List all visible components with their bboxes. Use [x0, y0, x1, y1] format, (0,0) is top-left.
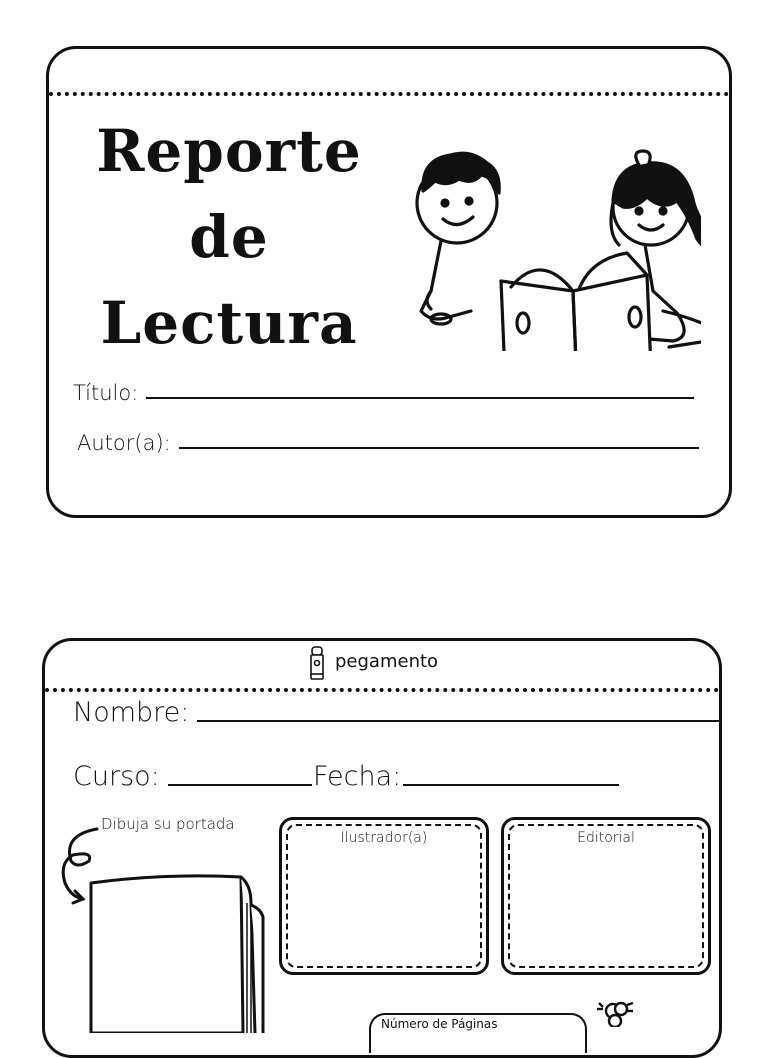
- page-count-label: Número de Páginas: [381, 1017, 498, 1031]
- title-field-label: Título:: [73, 381, 139, 405]
- draw-cover-label: Dibuja su portada: [101, 815, 235, 833]
- cover-title-line-2: de: [189, 203, 269, 271]
- publisher-box[interactable]: [501, 817, 711, 975]
- title-field-line[interactable]: [146, 397, 694, 399]
- fold-dotted-line: [45, 688, 719, 692]
- page-count-field[interactable]: [369, 1013, 587, 1053]
- glue-label: pegamento: [335, 651, 439, 672]
- illustrator-box[interactable]: [279, 817, 489, 975]
- cover-card: [46, 46, 732, 518]
- fold-dotted-line: [49, 92, 729, 96]
- kids-reading-illustration: [401, 141, 701, 351]
- cover-title-line-3: Lectura: [100, 289, 358, 357]
- date-field-label: Fecha:: [313, 761, 402, 792]
- report-form-card: [42, 638, 722, 1058]
- bee-doodle-icon: [593, 997, 639, 1027]
- title-field[interactable]: [73, 381, 694, 405]
- date-field-line[interactable]: [403, 784, 619, 786]
- course-field-line[interactable]: [168, 784, 312, 786]
- name-field-line[interactable]: [197, 720, 721, 722]
- course-field-label: Curso:: [73, 761, 160, 792]
- author-field[interactable]: [77, 431, 699, 455]
- name-field[interactable]: [73, 697, 721, 728]
- author-field-line[interactable]: [179, 447, 699, 449]
- glue-stick-icon: [309, 645, 325, 683]
- book-cover-drawing-area[interactable]: [85, 873, 275, 1033]
- illustrator-label: Ilustrador(a): [340, 830, 428, 846]
- course-field[interactable]: [73, 761, 312, 792]
- date-field[interactable]: [313, 761, 619, 792]
- cover-title-line-1: Reporte: [96, 117, 362, 185]
- name-field-label: Nombre:: [73, 697, 190, 728]
- author-field-label: Autor(a):: [77, 431, 171, 455]
- publisher-label: Editorial: [577, 830, 635, 846]
